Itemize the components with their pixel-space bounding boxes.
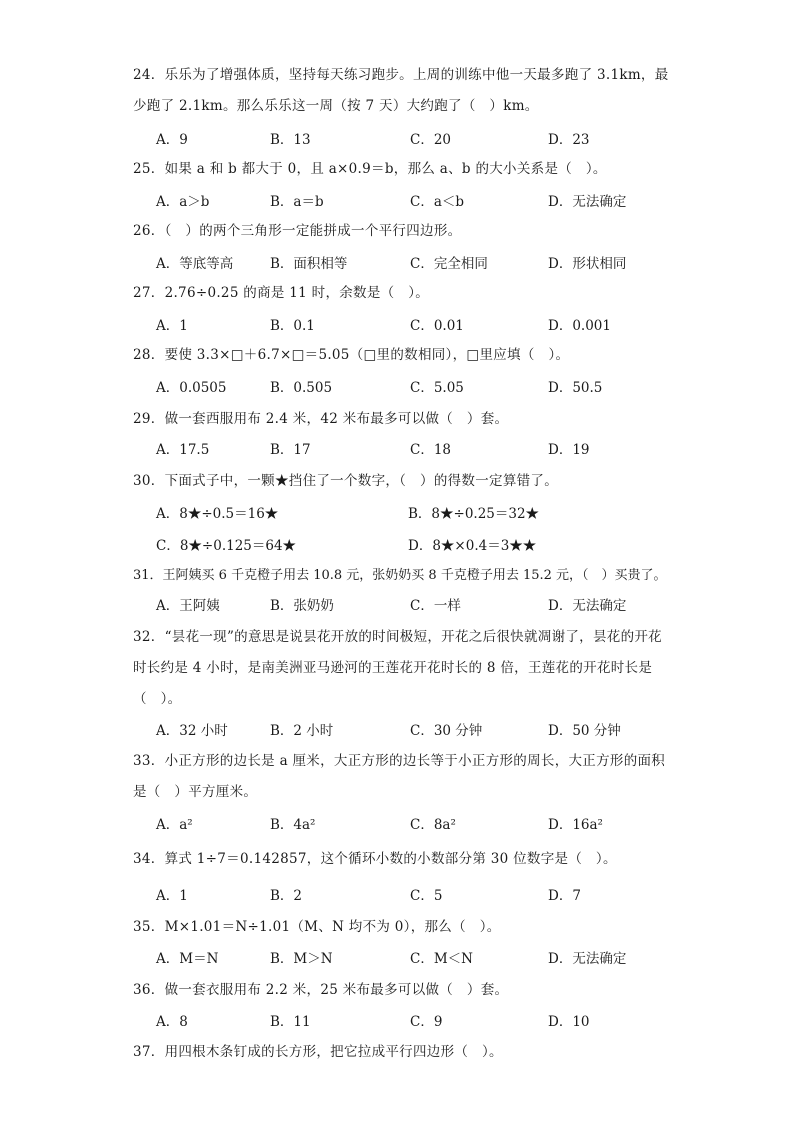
question-line: 35．M×1.01＝N÷1.01（M、N 均不为 0），那么（ ）。 [133,919,501,935]
option-d[interactable]: D．19 [548,442,590,458]
options-30-row2 [156,534,676,558]
question-line: 少跑了 2.1km。那么乐乐这一周（按 7 天）大约跑了（ ）km。 [133,98,539,114]
question-line: 29．做一套西服用布 2.4 米，42 米布最多可以做（ ）套。 [133,411,509,427]
option-b[interactable]: B．张奶奶 [270,598,334,614]
question-line: 33．小正方形的边长是 a 厘米，大正方形的边长等于小正方形的周长，大正方形的面积 [133,753,666,769]
option-d[interactable]: D．形状相同 [548,256,627,272]
question-26 [133,216,673,247]
option-b[interactable]: B．4a² [270,817,316,833]
options-31 [156,594,676,618]
question-35 [133,912,673,943]
question-line: 28．要使 3.3×□＋6.7×□＝5.05（□里的数相同），□里应填（ ）。 [133,347,570,363]
question-33 [133,746,673,808]
option-b[interactable]: B．2 小时 [270,723,334,739]
option-a[interactable]: A．a＞b [156,194,210,210]
question-line: 25．如果 a 和 b 都大于 0，且 a×0.9＝b，那么 a、b 的大小关系是（ ）。 [133,161,607,177]
option-c[interactable]: C．5.05 [410,380,464,396]
option-a[interactable]: A．17.5 [156,442,210,458]
option-a[interactable]: A．王阿姨 [156,598,220,614]
option-c[interactable]: C．8a² [410,817,456,833]
option-b[interactable]: B．M＞N [270,951,333,967]
question-line: 26．（ ）的两个三角形一定能拼成一个平行四边形。 [133,223,462,239]
option-a[interactable]: A．M＝N [156,951,219,967]
question-line: （ ）。 [133,691,182,707]
option-b[interactable]: B．11 [270,1014,311,1030]
question-34 [133,844,673,875]
option-b[interactable]: B．13 [270,132,311,148]
options-34 [156,884,676,908]
options-33 [156,813,676,837]
question-31 [133,560,693,591]
question-29 [133,404,673,435]
question-line: 31．王阿姨买 6 千克橙子用去 10.8 元，张奶奶买 8 千克橙子用去 15.2 元，（ ）买贵了。 [133,568,667,583]
option-a[interactable]: A．8 [156,1014,188,1030]
option-d[interactable]: D．无法确定 [548,194,627,210]
option-b[interactable]: B．0.1 [270,318,315,334]
option-a[interactable]: A．1 [156,318,188,334]
option-d[interactable]: D．无法确定 [548,951,627,967]
question-line: 30．下面式子中，一颗★挡住了一个数字，（ ）的得数一定算错了。 [133,473,559,489]
option-a[interactable]: A．8★÷0.5＝16★ [156,506,279,522]
options-24 [156,128,676,152]
options-29 [156,438,676,462]
question-36 [133,975,673,1006]
option-d[interactable]: D．0.001 [548,318,611,334]
option-b[interactable]: B．8★÷0.25＝32★ [408,506,540,522]
option-d[interactable]: D．7 [548,888,581,904]
question-28 [133,340,673,371]
question-line: 时长约是 4 小时，是南美洲亚马逊河的王莲花开花时长的 8 倍，王莲花的开花时长是 [133,660,653,676]
option-d[interactable]: D．23 [548,132,590,148]
option-d[interactable]: D．8★×0.4＝3★★ [408,538,537,554]
option-c[interactable]: C．M＜N [410,951,473,967]
question-30 [133,466,673,497]
options-35 [156,947,676,971]
option-c[interactable]: C．5 [410,888,443,904]
option-b[interactable]: B．0.505 [270,380,333,396]
option-a[interactable]: A．32 小时 [156,723,228,739]
option-b[interactable]: B．2 [270,888,303,904]
question-line: 是（ ）平方厘米。 [133,784,258,800]
option-c[interactable]: C．0.01 [410,318,464,334]
option-a[interactable]: A．1 [156,888,188,904]
question-line: 24．乐乐为了增强体质，坚持每天练习跑步。上周的训练中他一天最多跑了 3.1km，最 [133,67,669,83]
option-b[interactable]: B．a＝b [270,194,324,210]
option-c[interactable]: C．9 [410,1014,443,1030]
question-line: 34．算式 1÷7＝0.142857，这个循环小数的小数部分第 30 位数字是（ ）。 [133,851,617,867]
question-line: 27．2.76÷0.25 的商是 11 时，余数是（ ）。 [133,285,430,301]
question-line: 36．做一套衣服用布 2.2 米，25 米布最多可以做（ ）套。 [133,982,509,998]
option-d[interactable]: D．50.5 [548,380,603,396]
option-a[interactable]: A．0.0505 [156,380,227,396]
question-37 [133,1037,673,1068]
option-d[interactable]: D．10 [548,1014,590,1030]
question-32 [133,622,673,715]
option-c[interactable]: C．20 [410,132,452,148]
option-c[interactable]: C．8★÷0.125＝64★ [156,538,297,554]
option-a[interactable]: A．a² [156,817,193,833]
question-line: 32．“昙花一现”的意思是说昙花开放的时间极短，开花之后很快就凋谢了，昙花的开花 [133,629,662,645]
option-c[interactable]: C．30 分钟 [410,723,483,739]
option-d[interactable]: D．50 分钟 [548,723,621,739]
options-32 [156,719,676,743]
option-d[interactable]: D．16a² [548,817,603,833]
question-25 [133,154,673,185]
question-line: 37．用四根木条钉成的长方形，把它拉成平行四边形（ ）。 [133,1044,503,1060]
option-c[interactable]: C．完全相同 [410,256,488,272]
options-36 [156,1010,676,1034]
options-25 [156,190,676,214]
option-d[interactable]: D．无法确定 [548,598,627,614]
option-a[interactable]: A．9 [156,132,188,148]
options-27 [156,314,676,338]
option-c[interactable]: C．一样 [410,598,461,614]
option-b[interactable]: B．面积相等 [270,256,348,272]
options-26 [156,252,676,276]
options-30-row1 [156,502,676,526]
option-a[interactable]: A．等底等高 [156,256,234,272]
question-24 [133,60,673,122]
option-b[interactable]: B．17 [270,442,311,458]
options-28 [156,376,676,400]
option-c[interactable]: C．18 [410,442,452,458]
question-27 [133,278,673,309]
option-c[interactable]: C．a＜b [410,194,465,210]
